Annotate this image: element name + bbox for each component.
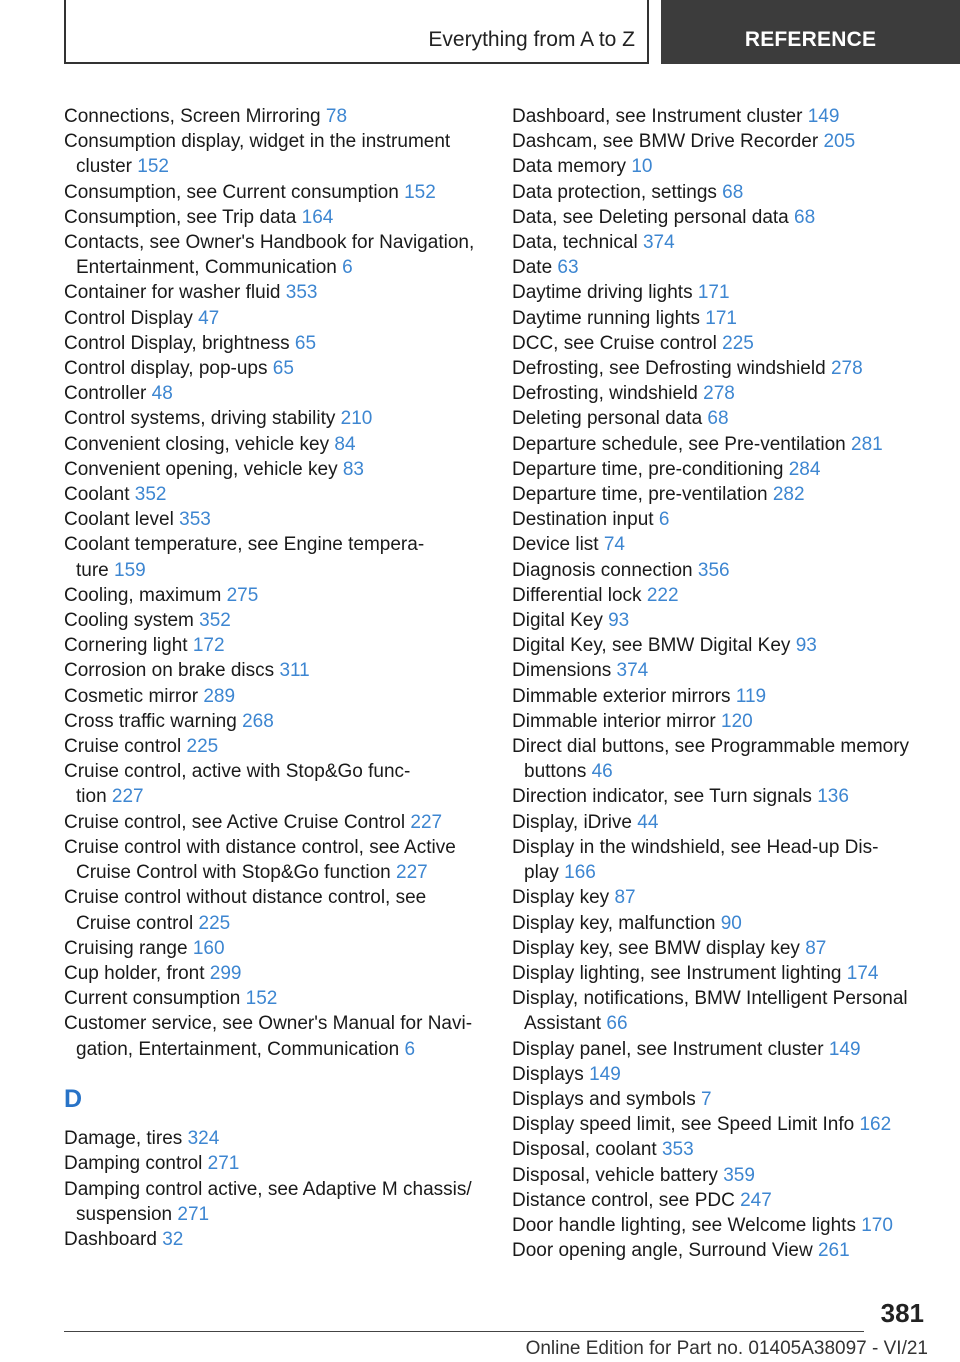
index-page-link[interactable]: 90 (720, 912, 742, 934)
index-page-link[interactable]: 6 (404, 1038, 416, 1060)
index-entry (64, 532, 484, 582)
index-page-link[interactable]: 222 (646, 584, 679, 606)
index-page-link[interactable]: 356 (697, 559, 730, 581)
index-entry-text: Display panel, see Instrument cluster (512, 1038, 824, 1060)
index-entry-text: Departure time, pre-conditioning (512, 458, 784, 480)
index-entry-text: cluster (76, 156, 132, 178)
index-page-link[interactable]: 174 (846, 962, 879, 984)
index-entry-text: play (524, 862, 559, 884)
index-page-link[interactable]: 284 (788, 458, 821, 480)
index-page-link[interactable]: 47 (198, 307, 220, 329)
index-entry (64, 936, 484, 961)
index-entry-text: Destination input (512, 509, 654, 531)
index-entry-text: Controller (64, 383, 147, 405)
index-list-c (64, 104, 484, 1062)
index-entry-text: Display key, see BMW display key (512, 937, 800, 959)
index-entry (512, 608, 922, 633)
index-entry-text: Damage, tires (64, 1128, 183, 1150)
index-entry-text: Distance control, see PDC (512, 1189, 735, 1211)
index-entry (64, 1151, 484, 1176)
index-page-link[interactable]: 32 (162, 1228, 184, 1250)
index-entry (64, 507, 484, 532)
index-entry (512, 961, 922, 986)
index-entry-text: Convenient closing, vehicle key (64, 433, 330, 455)
index-entry-text: gation, Entertainment, Communication (76, 1038, 400, 1060)
index-entry (512, 885, 922, 910)
index-page-link[interactable]: 65 (294, 332, 317, 354)
index-entry-text: Defrosting, windshield (512, 383, 698, 405)
index-page-link[interactable]: 149 (828, 1038, 861, 1060)
index-entry-text: Data memory (512, 156, 627, 178)
index-page-link[interactable]: 152 (245, 988, 278, 1010)
index-entry-text: Contacts, see Owner's Handbook for Navigation, (64, 232, 475, 254)
index-entry-text: Cooling, maximum (64, 584, 222, 606)
index-entry (512, 306, 922, 331)
index-entry (64, 331, 484, 356)
index-entry (64, 1177, 484, 1227)
index-page-link[interactable]: 159 (114, 559, 146, 581)
index-entry-text: Dimmable interior mirror (512, 710, 716, 732)
index-page-link[interactable]: 271 (177, 1203, 210, 1225)
index-entry (64, 129, 484, 179)
index-entry (64, 835, 484, 885)
index-entry-text: Connections, Screen Mirroring (64, 106, 321, 127)
index-entry-text: Data protection, settings (512, 181, 717, 203)
index-entry-text: Cruise control (76, 912, 194, 934)
index-entry-text: Display speed limit, see Speed Limit Info (512, 1114, 855, 1136)
index-page-link[interactable]: 359 (723, 1164, 755, 1186)
index-page-link[interactable]: 164 (301, 206, 334, 228)
index-entry (64, 1227, 484, 1252)
index-entry (64, 280, 484, 305)
index-entry-text: Departure time, pre-ventilation (512, 484, 768, 506)
index-entry-text: Digital Key, see BMW Digital Key (512, 635, 791, 657)
index-list-d (64, 1126, 484, 1252)
index-entry (512, 810, 922, 835)
index-page-link[interactable]: 166 (564, 862, 596, 884)
index-entry (512, 129, 922, 154)
index-page-link[interactable]: 44 (637, 811, 659, 833)
index-entry-text: Cruise control, see Active Cruise Control (64, 811, 406, 833)
index-entry (512, 280, 922, 305)
index-page-link[interactable]: 136 (817, 786, 849, 808)
index-entry (64, 457, 484, 482)
index-entry-text: Differential lock (512, 584, 642, 606)
index-entry (512, 180, 922, 205)
index-page-link[interactable]: 162 (859, 1114, 892, 1136)
index-entry-text: Departure schedule, see Pre-ventilation (512, 433, 846, 455)
index-page-link[interactable]: 299 (209, 962, 242, 984)
index-entry (512, 1112, 922, 1137)
index-page-link[interactable]: 120 (721, 710, 753, 732)
index-entry (512, 1163, 922, 1188)
index-entry (512, 1037, 922, 1062)
index-page-link[interactable]: 6 (342, 257, 353, 279)
index-entry (512, 1137, 922, 1162)
index-page-link[interactable]: 374 (616, 660, 649, 682)
index-entry (512, 709, 922, 734)
index-page-link[interactable]: 84 (334, 433, 356, 455)
header-section-label: REFERENCE (744, 28, 877, 51)
index-entry-text: Entertainment, Communication (76, 257, 337, 279)
index-page-link[interactable]: 93 (608, 610, 630, 632)
index-entry-text: Display in the windshield, see Head-up Dis- (512, 836, 879, 858)
index-entry (512, 583, 922, 608)
index-entry-text: Control Display (64, 307, 193, 329)
index-entry (512, 1062, 922, 1087)
index-entry-text: Convenient opening, vehicle key (64, 458, 338, 480)
index-entry (512, 482, 922, 507)
index-page-link[interactable]: 352 (199, 610, 231, 632)
index-page-link[interactable]: 68 (707, 408, 729, 430)
index-entry (64, 104, 484, 129)
index-entry (512, 658, 922, 683)
index-page-link[interactable]: 225 (186, 736, 219, 758)
index-page-link[interactable]: 152 (137, 156, 169, 178)
index-entry-text: Damping control active, see Adaptive M chassis/ (64, 1178, 472, 1200)
index-entry (64, 482, 484, 507)
index-page-link[interactable]: 282 (772, 484, 805, 506)
index-page-link[interactable]: 289 (203, 685, 236, 707)
footer-edition: Online Edition for Part no. 01405A38097 - VI/21 (525, 1338, 928, 1359)
index-entry-text: Daytime running lights (512, 307, 700, 329)
index-entry-text: Door opening angle, Surround View (512, 1240, 813, 1262)
index-entry-text: Date (512, 257, 553, 279)
index-entry (64, 658, 484, 683)
index-entry (512, 835, 922, 885)
index-entry (512, 1213, 922, 1238)
index-page-link[interactable]: 119 (735, 685, 767, 707)
index-page-link[interactable]: 7 (701, 1088, 712, 1110)
index-entry (512, 230, 922, 255)
index-page-link[interactable]: 278 (703, 383, 735, 405)
index-entry-text: DCC, see Cruise control (512, 332, 717, 354)
index-entry-text: Daytime driving lights (512, 282, 693, 304)
index-entry-text: Display, notifications, BMW Intelligent Personal (512, 988, 908, 1010)
index-entry-text: Container for washer fluid (64, 282, 281, 304)
index-page-link[interactable]: 271 (207, 1153, 240, 1175)
index-page-link[interactable]: 205 (823, 131, 856, 153)
index-entry (512, 104, 922, 129)
index-entry-text: Display lighting, see Instrument lighting (512, 962, 842, 984)
index-entry-text: buttons (524, 761, 587, 783)
index-entry-text: Dashcam, see BMW Drive Recorder (512, 131, 819, 153)
index-entry-text: Direction indicator, see Turn signals (512, 786, 812, 808)
index-entry-text: Damping control (64, 1153, 203, 1175)
index-page-link[interactable]: 68 (722, 181, 744, 203)
index-entry-text: Cup holder, front (64, 962, 205, 984)
index-page-link[interactable]: 152 (404, 181, 436, 203)
index-page-link[interactable]: 78 (325, 106, 348, 127)
index-entry-text: Cornering light (64, 635, 188, 657)
index-column-left (64, 104, 484, 1252)
index-entry (512, 356, 922, 381)
index-entry-text: Control Display, brightness (64, 332, 290, 354)
index-entry-text: Cross traffic warning (64, 710, 237, 732)
index-page-link[interactable]: 324 (187, 1128, 220, 1150)
index-entry-text: Data, technical (512, 232, 638, 254)
index-page-link[interactable]: 353 (661, 1139, 694, 1161)
index-page-link[interactable]: 268 (242, 710, 274, 732)
index-page-link[interactable]: 149 (589, 1063, 621, 1085)
index-entry-text: Disposal, vehicle battery (512, 1164, 718, 1186)
index-page-link[interactable]: 247 (740, 1189, 772, 1211)
index-page-link[interactable]: 374 (642, 232, 675, 254)
index-entry-text: Defrosting, see Defrosting windshield (512, 358, 826, 380)
index-entry (64, 734, 484, 759)
index-entry (512, 558, 922, 583)
section-letter: D (64, 1084, 83, 1113)
index-entry-text: Cooling system (64, 610, 194, 632)
index-entry (512, 331, 922, 356)
index-entry (64, 205, 484, 230)
index-entry-text: ture (76, 559, 109, 581)
index-entry-text: Coolant level (64, 509, 174, 531)
index-page-link[interactable]: 87 (614, 887, 636, 909)
index-entry-text: Cruise control with distance control, see Active (64, 836, 456, 858)
index-page-link[interactable]: 227 (396, 862, 428, 884)
index-entry-text: Cruise control, active with Stop&Go func- (64, 761, 411, 783)
index-entry (64, 885, 484, 935)
index-entry (64, 810, 484, 835)
index-entry (64, 759, 484, 809)
index-entry-text: Cruise Control with Stop&Go function (76, 862, 391, 884)
index-entry (64, 1011, 484, 1061)
index-entry-text: Displays (512, 1063, 584, 1085)
index-entry-text: Cruise control without distance control, see (64, 887, 427, 909)
index-entry-text: Consumption display, widget in the instrument (64, 131, 451, 153)
index-entry-text: Current consumption (64, 988, 241, 1010)
index-page-link[interactable]: 352 (134, 484, 167, 506)
index-entry-text: Corrosion on brake discs (64, 660, 275, 682)
index-entry (64, 381, 484, 406)
footer-rule (64, 1331, 864, 1332)
index-entry-text: suspension (76, 1203, 173, 1225)
index-entry (512, 1238, 922, 1263)
header-title-box (64, 0, 649, 64)
index-entry (512, 936, 922, 961)
header-title: Everything from A to Z (428, 28, 635, 51)
index-page-link[interactable]: 353 (179, 509, 211, 531)
index-entry-text: Disposal, coolant (512, 1139, 657, 1161)
index-entry (64, 230, 484, 280)
index-entry-text: Display key, malfunction (512, 912, 716, 934)
index-page-link[interactable]: 149 (807, 106, 840, 127)
index-entry (64, 406, 484, 431)
index-page-link[interactable]: 93 (795, 635, 817, 657)
index-entry-text: Dashboard (64, 1228, 157, 1250)
index-entry-text: Cosmetic mirror (64, 685, 199, 707)
index-entry (512, 986, 922, 1036)
index-page-link[interactable]: 65 (272, 358, 294, 380)
index-entry (512, 406, 922, 431)
index-page-link[interactable]: 87 (805, 937, 827, 959)
index-page-link[interactable]: 172 (192, 635, 225, 657)
index-entry (512, 1087, 922, 1112)
index-entry (512, 532, 922, 557)
index-page-link[interactable]: 227 (410, 811, 443, 833)
index-entry (512, 911, 922, 936)
index-page-link[interactable]: 170 (861, 1214, 893, 1236)
index-column-right (512, 104, 922, 1263)
index-entry (512, 457, 922, 482)
index-entry (64, 583, 484, 608)
index-page-link[interactable]: 353 (285, 282, 318, 304)
index-page-link[interactable]: 74 (603, 534, 625, 556)
index-entry-text: Consumption, see Current consumption (64, 181, 399, 203)
index-page-link[interactable]: 261 (817, 1240, 850, 1262)
index-entry (512, 734, 922, 784)
index-entry-text: Dimensions (512, 660, 612, 682)
index-entry-text: Assistant (524, 1013, 602, 1035)
index-entry (64, 709, 484, 734)
index-page-link[interactable]: 171 (697, 282, 730, 304)
index-entry-text: Diagnosis connection (512, 559, 693, 581)
index-entry (64, 306, 484, 331)
index-entry (64, 432, 484, 457)
index-entry (64, 633, 484, 658)
header-section-tab (661, 0, 960, 64)
index-page-link[interactable]: 46 (591, 761, 613, 783)
index-entry-text: tion (76, 786, 107, 808)
index-entry (64, 684, 484, 709)
index-page-link[interactable]: 171 (705, 307, 737, 329)
index-page-link[interactable]: 83 (342, 458, 364, 480)
index-page-link[interactable]: 225 (198, 912, 231, 934)
index-entry (64, 608, 484, 633)
index-entry-text: Coolant (64, 484, 130, 506)
index-entry-text: Cruise control (64, 736, 182, 758)
index-list-d-continued (512, 104, 922, 1263)
index-page-link[interactable]: 227 (111, 786, 144, 808)
index-entry-text: Digital Key (512, 610, 603, 632)
index-page-link[interactable]: 6 (658, 509, 670, 531)
index-entry (512, 684, 922, 709)
index-entry (512, 432, 922, 457)
index-entry-text: Cruising range (64, 937, 188, 959)
index-entry-text: Data, see Deleting personal data (512, 206, 789, 228)
index-entry-text: Device list (512, 534, 599, 556)
index-entry (64, 356, 484, 381)
index-page-link[interactable]: 225 (722, 332, 754, 354)
index-entry-text: Door handle lighting, see Welcome lights (512, 1214, 856, 1236)
index-entry-text: Consumption, see Trip data (64, 206, 297, 228)
index-entry (64, 1126, 484, 1151)
index-entry-text: Display key (512, 887, 610, 909)
index-entry-text: Dashboard, see Instrument cluster (512, 106, 803, 127)
index-entry-text: Direct dial buttons, see Programmable memory (512, 736, 910, 758)
index-page-link[interactable]: 63 (557, 257, 579, 279)
index-entry-text: Coolant temperature, see Engine tempera- (64, 534, 425, 556)
index-page-link[interactable]: 10 (631, 156, 653, 178)
index-entry (512, 633, 922, 658)
index-entry-text: Display, iDrive (512, 811, 633, 833)
index-page-link[interactable]: 278 (830, 358, 863, 380)
index-entry (512, 381, 922, 406)
index-entry (64, 180, 484, 205)
index-page-link[interactable]: 281 (851, 433, 883, 455)
index-entry (512, 154, 922, 179)
index-page-link[interactable]: 275 (226, 584, 259, 606)
index-entry-text: Control systems, driving stability (64, 408, 336, 430)
index-entry (512, 255, 922, 280)
index-entry-text: Deleting personal data (512, 408, 703, 430)
index-entry (64, 986, 484, 1011)
index-page-link[interactable]: 311 (279, 660, 310, 682)
index-entry (512, 784, 922, 809)
index-entry (512, 507, 922, 532)
index-page-link[interactable]: 66 (606, 1013, 628, 1035)
page-number: 381 (880, 1298, 924, 1328)
index-entry (64, 961, 484, 986)
index-entry-text: Displays and symbols (512, 1088, 696, 1110)
index-page-link[interactable]: 68 (794, 206, 816, 228)
index-page-link[interactable]: 210 (340, 408, 373, 430)
index-entry-text: Control display, pop-ups (64, 358, 268, 380)
index-page-link[interactable]: 160 (192, 937, 225, 959)
index-entry (512, 1188, 922, 1213)
index-page-link[interactable]: 48 (151, 383, 173, 405)
index-entry-text: Customer service, see Owner's Manual for Navi- (64, 1013, 473, 1035)
index-entry (512, 205, 922, 230)
index-entry-text: Dimmable exterior mirrors (512, 685, 731, 707)
